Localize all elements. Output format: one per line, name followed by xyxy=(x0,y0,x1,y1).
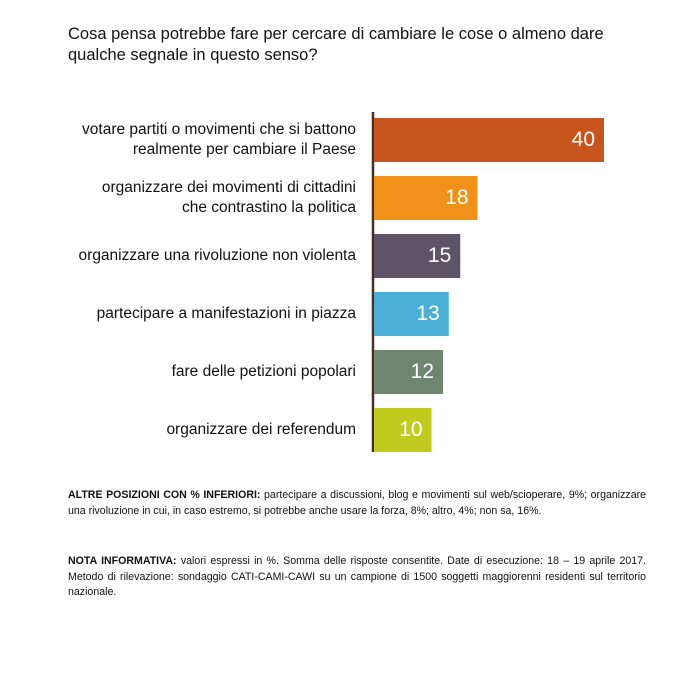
methodology-label: NOTA INFORMATIVA: xyxy=(68,555,177,567)
category-label-line: realmente per cambiare il Paese xyxy=(132,141,356,158)
other-positions-text: partecipare a discussioni, blog e movimenti sul web/scioperare, 9%; organizzare una rivoluzione in cui, in caso estremo, si potrebbe anche usare la forza, 8%; altro, 4%; non sa, 16%. xyxy=(68,489,647,517)
methodology-text: valori espressi in %. Somma delle risposte consentite. Date di esecuzione: 18 – 19 aprile 2017. Metodo di rilevazione: sondaggio CATI-CAMI-CAWI su un campione di 1500 soggetti maggiorenni residenti sul territorio nazionale. xyxy=(68,555,646,598)
other-positions-label: ALTRE POSIZIONI CON % INFERIORI: xyxy=(68,489,261,501)
category-label-line: fare delle petizioni popolari xyxy=(171,363,356,380)
other-positions-note xyxy=(68,488,646,519)
category-label xyxy=(36,304,356,324)
category-label-line: organizzare una rivoluzione non violenta xyxy=(78,247,356,264)
bar-value-label: 13 xyxy=(416,302,440,325)
category-label xyxy=(36,178,356,218)
chart-title: Cosa pensa potrebbe fare per cercare di cambiare le cose o almeno dare qualche segnale in questo senso? xyxy=(68,25,604,64)
methodology-note xyxy=(68,554,646,601)
category-label xyxy=(36,420,356,440)
category-label xyxy=(36,362,356,382)
bar-value-label: 15 xyxy=(427,244,452,267)
category-label-line: organizzare dei referendum xyxy=(166,421,356,438)
category-label-line: votare partiti o movimenti che si battono xyxy=(82,121,356,138)
bar-value-label: 18 xyxy=(445,186,469,209)
category-label-line: organizzare dei movimenti di cittadini xyxy=(101,179,356,196)
bar-value-label: 40 xyxy=(571,128,595,151)
category-label-line: partecipare a manifestazioni in piazza xyxy=(96,305,356,322)
category-label xyxy=(36,120,356,160)
category-label-line: che contrastino la politica xyxy=(181,199,356,216)
bar-value-label: 10 xyxy=(399,418,423,441)
bar-value-label: 12 xyxy=(410,360,434,383)
category-label xyxy=(36,246,356,266)
